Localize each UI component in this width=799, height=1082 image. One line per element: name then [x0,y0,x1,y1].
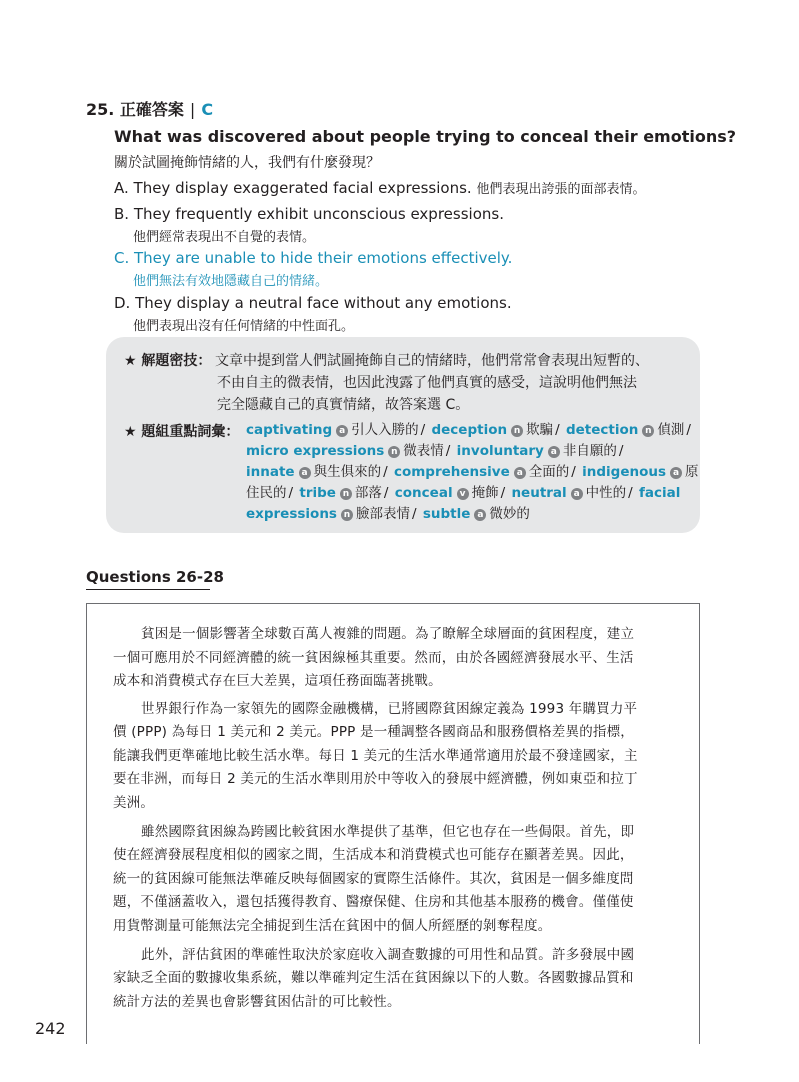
vocab-word: captivating [246,422,333,438]
tips-line-1: 文章中提到當人們試圖掩飾自己的情緒時，他們常常會表現出短暫的、 [215,353,649,369]
passage-line: 題，不僅涵蓋收入，還包括獲得教育、醫療保健、住房和其他基本服務的機會。僅僅使 [113,894,634,910]
vocab-meaning-part: 住民的 [246,485,287,501]
vocab-meaning: 引人入勝的 [351,422,419,438]
passage-line: 統一的貧困線可能無法準確反映每個國家的實際生活條件。其次，貧困是一個多維度問 [113,871,634,887]
passage-line: 價 (PPP) 為每日 1 美元和 2 美元。PPP 是一種調整各國商品和服務價格差異的指標， [113,724,634,740]
vocab-word: indigenous [582,464,667,480]
pos-badge: a [474,509,486,521]
vocab-meaning: 欺騙 [526,422,554,438]
option-a [114,178,645,200]
passage-line: 統計方法的差異也會影響貧困估計的可比較性。 [113,994,401,1010]
passage-line: 要在非洲，而每日 2 美元的生活水準則用於中等收入的發展中經濟體，例如東亞和拉丁 [113,771,638,787]
vocab-label: ★ 題組重點詞彙： [124,424,240,440]
option-b-zh: 他們經常表現出不自覺的表情。 [133,230,316,245]
option-d-en: D. They display a neutral face without any emotions. [114,294,512,312]
pos-badge: a [514,467,526,479]
vocab-word: tribe [299,485,336,501]
passage-line: 家缺乏全面的數據收集系統，難以準確判定生活在貧困線以下的人數。各國數據品質和 [113,970,634,986]
passage-line: 此外，評估貧困的準確性取決於家庭收入調查數據的可用性和品質。許多發展中國 [141,947,635,963]
separator: | [189,100,196,119]
passage-line: 成本和消費模式存在巨大差異，這項任務面臨著挑戰。 [113,673,442,689]
vocab-word: subtle [422,506,471,522]
passage-line: 一個可應用於不同經濟體的統一貧困線極其重要。然而，由於各國經濟發展水平、生活 [113,650,634,666]
pos-badge: n [341,509,353,521]
passage-line: 使在經濟發展程度相似的國家之間，生活成本和消費模式也可能存在顯著差異。因此， [113,847,634,863]
tips-line-3: 完全隱藏自己的真實情緒，故答案選 C。 [217,397,470,413]
vocab-word: innate [246,464,295,480]
vocab-meaning: 臉部表情 [355,506,410,522]
passage-line: 用貨幣測量可能無法完全捕捉到生活在貧困中的個人所經歷的剝奪程度。 [113,918,552,934]
vocab-meaning: 非自願的 [562,443,617,459]
vocab-word: neutral [511,485,567,501]
passage-line: 世界銀行作為一家領先的國際金融機構，已將國際貧困線定義為 1993 年購買力平 [141,701,638,717]
vocab-meaning: 中性的 [585,485,627,501]
pos-badge: n [642,425,654,437]
vocab-word-part: expressions [246,506,337,522]
question-stem-zh: 關於試圖掩飾情緒的人，我們有什麼發現？ [114,155,380,171]
pos-badge: a [299,467,311,479]
vocab-line-2: micro expressions n 微表情 / involuntary a 非自願的 / [246,443,624,459]
question-number-label: 25. 正確答案 [86,100,184,119]
vocab-meaning: 微妙的 [489,506,530,522]
vocab-meaning: 微表情 [403,443,444,459]
vocab-word-part: facial [639,485,681,501]
tips-label: ★ 解題密技： [124,353,212,369]
page-number: 242 [35,1019,66,1038]
vocab-word: conceal [394,485,453,501]
option-b-en: B. They frequently exhibit unconscious expressions. [114,205,504,223]
passage-line: 能讓我們更準確地比較生活水準。每日 1 美元的生活水準通常適用於最不發達國家，主 [113,748,638,764]
vocab-meaning: 偵測 [657,422,685,438]
vocab-word: detection [565,422,639,438]
pos-badge: a [336,425,348,437]
vocab-meaning: 部落 [354,485,382,501]
pos-badge: a [670,467,682,479]
pos-badge: a [548,446,560,458]
pos-badge: n [511,425,523,437]
question-header [86,97,213,120]
passage-line: 貧困是一個影響著全球數百萬人複雜的問題。為了瞭解全球層面的貧困程度，建立 [141,626,635,642]
passage-line: 美洲。 [113,795,155,811]
vocab-line-4: 住民的 / tribe n 部落 / conceal v 掩飾 / neutral a 中性的 / facial [246,485,681,501]
vocab-line-5: expressions n 臉部表情 / subtle a 微妙的 [246,506,530,522]
vocab-meaning-part: 原 [685,464,699,480]
section-title: Questions 26-28 [86,568,210,590]
option-c-zh: 他們無法有效地隱藏自己的情緒。 [133,274,329,289]
option-a-en: A. They display exaggerated facial expressions. [114,179,472,197]
vocab-word: micro expressions [246,443,385,459]
vocab-line-3: innate a 與生俱來的 / comprehensive a 全面的 / indigenous a 原 [246,464,699,480]
tips-line-2: 不由自主的微表情，也因此洩露了他們真實的感受，這說明他們無法 [217,375,637,391]
correct-answer: C [201,100,214,119]
vocab-line-1: captivating a 引人入勝的 / deception n 欺騙 / detection n 偵測 / [246,422,691,438]
pos-badge: n [340,488,352,500]
option-d-zh: 他們表現出沒有任何情緒的中性面孔。 [133,319,355,334]
option-a-zh: 他們表現出誇張的面部表情。 [476,182,646,197]
vocab-meaning: 全面的 [528,464,570,480]
vocab-word: comprehensive [393,464,510,480]
vocab-word: deception [431,422,508,438]
pos-badge: v [457,488,469,500]
passage-line: 雖然國際貧困線為跨國比較貧困水準提供了基準，但它也存在一些侷限。首先，即 [141,824,635,840]
vocab-meaning: 與生俱來的 [313,464,382,480]
question-stem-en: What was discovered about people trying to conceal their emotions? [114,127,737,146]
option-c-en: C. They are unable to hide their emotions effectively. [114,249,513,267]
pos-badge: a [571,488,583,500]
vocab-word: involuntary [456,443,544,459]
pos-badge: n [388,446,400,458]
vocab-meaning: 掩飾 [471,485,499,501]
